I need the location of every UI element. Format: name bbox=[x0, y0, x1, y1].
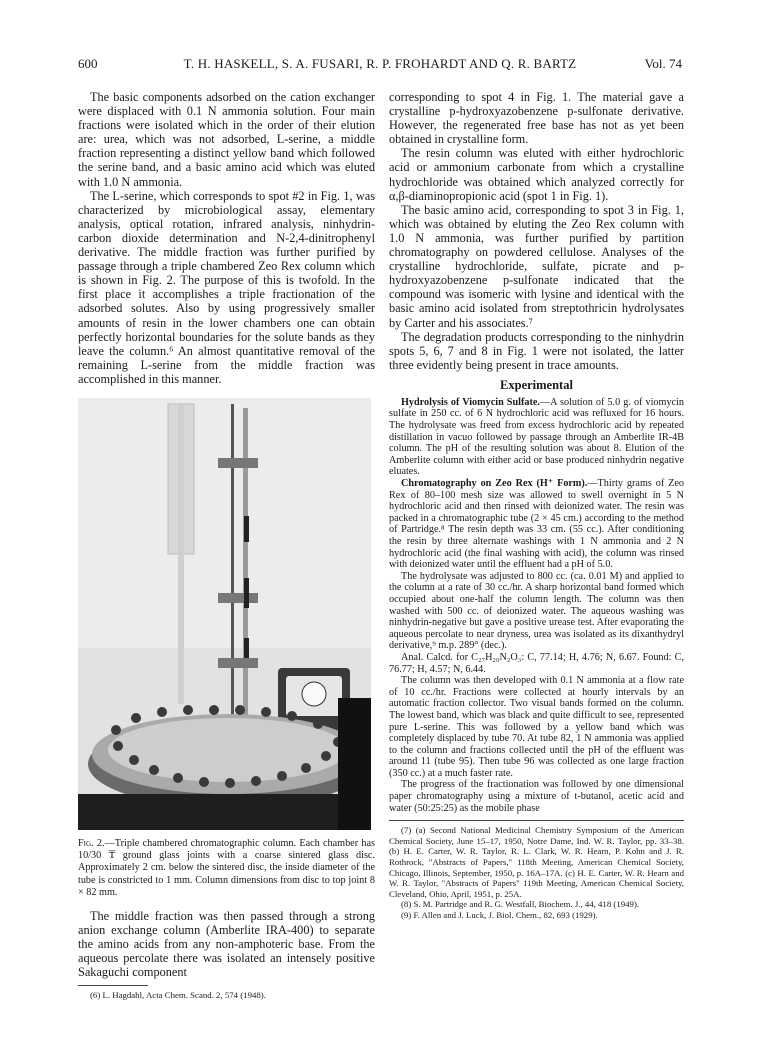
footnote-7: (7) (a) Second National Medicinal Chemistry Symposium of the American Chemical Society, June 15–17, 1950, Notre Dame, Ind. W. R. Taylor, pp. 33–38. (b) H. E. Carter, W. R. Taylor, R. L. Clark, W. R. Hearn, P. Kohn and J. R. Rothrock, "Abstracts of Papers," 118th Meeting, American Chemical Society, Chicago, Illinois, September, 1950, p. 16A–17A. (c) H. E. Carter, W. R. Hearn and W. R. Taylor, "Abstracts of Papers" 119th Meeting, American Chemical Society, Cleveland, Ohio, April, 1951, p. 25A. bbox=[389, 825, 684, 899]
right-paragraph-3: The basic amino acid, corresponding to spot 3 in Fig. 1, which was obtained by eluting the Zeo Rex column with 1.0 N ammonia, was further purified by partition chromatography on powdered cellulose. Analyses of the crystalline hydrochloride, sulfate, picrate and p-hydroxyazobenzene p-sulfonate indicated that the compound was isomeric with lysine and identical with the basic amino acid isolated from streptothricin hydrolysates by Carter and his associates.⁷ bbox=[389, 202, 684, 330]
experimental-hydrolysis bbox=[389, 397, 684, 478]
left-paragraph-2: The L-serine, which corresponds to spot #2 in Fig. 1, was characterized by microbiological assay, elementary analysis, optical rotation, infrared analysis, ninhydrin-carbon dioxide determination and N-2,4-dinitrophenyl derivative. The middle fraction was further purified by passage through a triple chambered Zeo Rex column which is shown in Fig. 2. The purpose of this is twofold. In the first place it accomplishes a triple fractionation of the adsorbed solutes. Also by using progressively smaller amounts of resin in the lower chambers one can obtain perfectly horizontal boundaries for the solute bands as they leave the column.⁶ An almost quantitative removal of the remaining L-serine from the middle fraction was accomplished in this manner. bbox=[78, 188, 375, 386]
footnote-rule bbox=[78, 985, 148, 986]
caption-label: Fig. 2. bbox=[78, 837, 105, 849]
footnote-9: (9) F. Allen and J. Luck, J. Biol. Chem., 82, 693 (1929). bbox=[401, 910, 598, 920]
section-title-experimental: Experimental bbox=[500, 377, 573, 392]
chromatographic-column-photo bbox=[78, 398, 371, 830]
right-paragraph-2: The resin column was eluted with either hydrochloric acid or ammonium carbonate from which a crystalline hydrochloride was obtained which analyzed correctly for α,β-diaminopropionic acid (spot 1 in Fig. 1). bbox=[389, 146, 684, 203]
volume-label: Vol. 74 bbox=[644, 56, 682, 71]
left-column bbox=[78, 90, 375, 1001]
running-authors: T. H. HASKELL, S. A. FUSARI, R. P. FROHARDT AND Q. R. BARTZ bbox=[183, 56, 577, 71]
footnote-8: (8) S. M. Partridge and R. G. Westfall, Biochem. J., 44, 418 (1949). bbox=[401, 899, 640, 910]
hydrolysis-text: —A solution of 5.0 g. of viomycin sulfate in 250 cc. of 6 N hydrochloric acid was refluxed for 16 hours. The hydrolysate was freed from excess hydrochloric acid by repeated distillation in vacuo followed by passage through an Amberlite IR-4B column. The pH of the resulting solution was about 8. Elution of the Amberlite column with either acid or base produced ninhydrin negative eluates. bbox=[389, 396, 684, 478]
left-paragraph-1: The basic components adsorbed on the cation exchanger were displaced with 0.1 N ammonia solution. Four main fractions were isolated which in the order of their elution are: urea, which was not adsorbed, L-serine, a middle fraction representing a distinct yellow band which followed the serine band, and a basic amino acid which was eluted with 1.0 N ammonia. bbox=[78, 90, 375, 189]
footnote-rule-right bbox=[389, 820, 684, 821]
chromatography-text: —Thirty grams of Zeo Rex of 80–100 mesh size was allowed to swell overnight in 5 N hydrochloric acid and then rinsed with deionized water. The resin was packed in a chromatographic tube (2 × 45 cm.) according to the method of Partridge.⁸ The resin depth was 33 cm. (55 cc.). After conditioning the resin by three alternate washings with 1 N ammonia and 2 N hydrochloric acid (the final washing with acid), the column was rinsed with deionized water until the effluent had a pH of 5.0. bbox=[389, 478, 684, 571]
figure-2-photo bbox=[78, 398, 371, 830]
experimental-paragraph-5: The column was then developed with 0.1 N ammonia at a flow rate of 10 cc./hr. Fractions were collected at hourly intervals by an automatic fraction collector. Two visual bands formed on the column. The lowest band, which was black and quite difficult to see, represented pure L-serine. This was followed by a yellow band which was completely displaced by tube 70. At tube 82, 1 N ammonia was applied to the column and fractions collected until the pH of the effluent was around 11 (tube 95). Then tube 96 was collected as one large fraction (350 cc.) at a much faster rate. bbox=[389, 675, 684, 779]
caption-text: —Triple chambered chromatographic column. Each chamber has 10/30 ₸ ground glass joints with a coarse sintered glass disc. Approximately 2 cm. below the sintered disc, the inside diameter of the tube is constricted to 1 mm. Column dimensions from disc to top joint 8 × 82 mm. bbox=[78, 837, 375, 898]
experimental-paragraph-3: The hydrolysate was adjusted to 800 cc. (ca. 0.01 M) and applied to the column at a rate of 30 cc./hr. A sharp horizontal band formed which occupied about one-half the column length. The column was then washed with 500 cc. of deionized water. The aqueous washing was ninhydrin-negative but gave a positive urease test. After evaporating the aqueous percolate to near dryness, urea was isolated as its dixanthydryl derivative,⁹ m.p. 289° (dec.). bbox=[389, 570, 684, 652]
experimental-chromatography bbox=[389, 478, 684, 571]
left-paragraph-3: The middle fraction was then passed through a strong anion exchange column (Amberlite IRA-400) to separate the amino acids from any non-amphoteric base. From the aqueous percolate there was isolated an intensely positive Sakaguchi component bbox=[78, 908, 375, 980]
hydrolysis-heading: Hydrolysis of Viomycin Sulfate. bbox=[401, 396, 540, 408]
right-paragraph-1: corresponding to spot 4 in Fig. 1. The material gave a crystalline p-hydroxyazobenzene p-sulfonate derivative. However, the regenerated free base has not as yet been obtained in crystalline form. bbox=[389, 90, 684, 147]
running-header bbox=[78, 56, 682, 72]
right-paragraph-4: The degradation products corresponding to the ninhydrin spots 5, 6, 7 and 8 in Fig. 1 were not isolated, the latter three evidently being present in trace amounts. bbox=[389, 329, 684, 372]
chromatography-heading: Chromatography on Zeo Rex (H⁺ Form). bbox=[401, 478, 588, 490]
page-number: 600 bbox=[78, 56, 98, 71]
right-column bbox=[389, 90, 684, 921]
figure-2-caption bbox=[78, 838, 375, 899]
footnote-6: (6) L. Hagdahl, Acta Chem. Scand. 2, 574 (1948). bbox=[90, 990, 266, 1001]
experimental-analysis: Anal. Calcd. for C₂₇H₂₀N₂O₃: C, 77.14; H, 4.76; N, 6.67. Found: C, 76.77; H, 4.57; N, 6.44. bbox=[389, 651, 684, 675]
experimental-paragraph-6: The progress of the fractionation was followed by one dimensional paper chromatography using a mixture of t-butanol, acetic acid and water (50:25:25) as the mobile phase bbox=[389, 779, 684, 814]
